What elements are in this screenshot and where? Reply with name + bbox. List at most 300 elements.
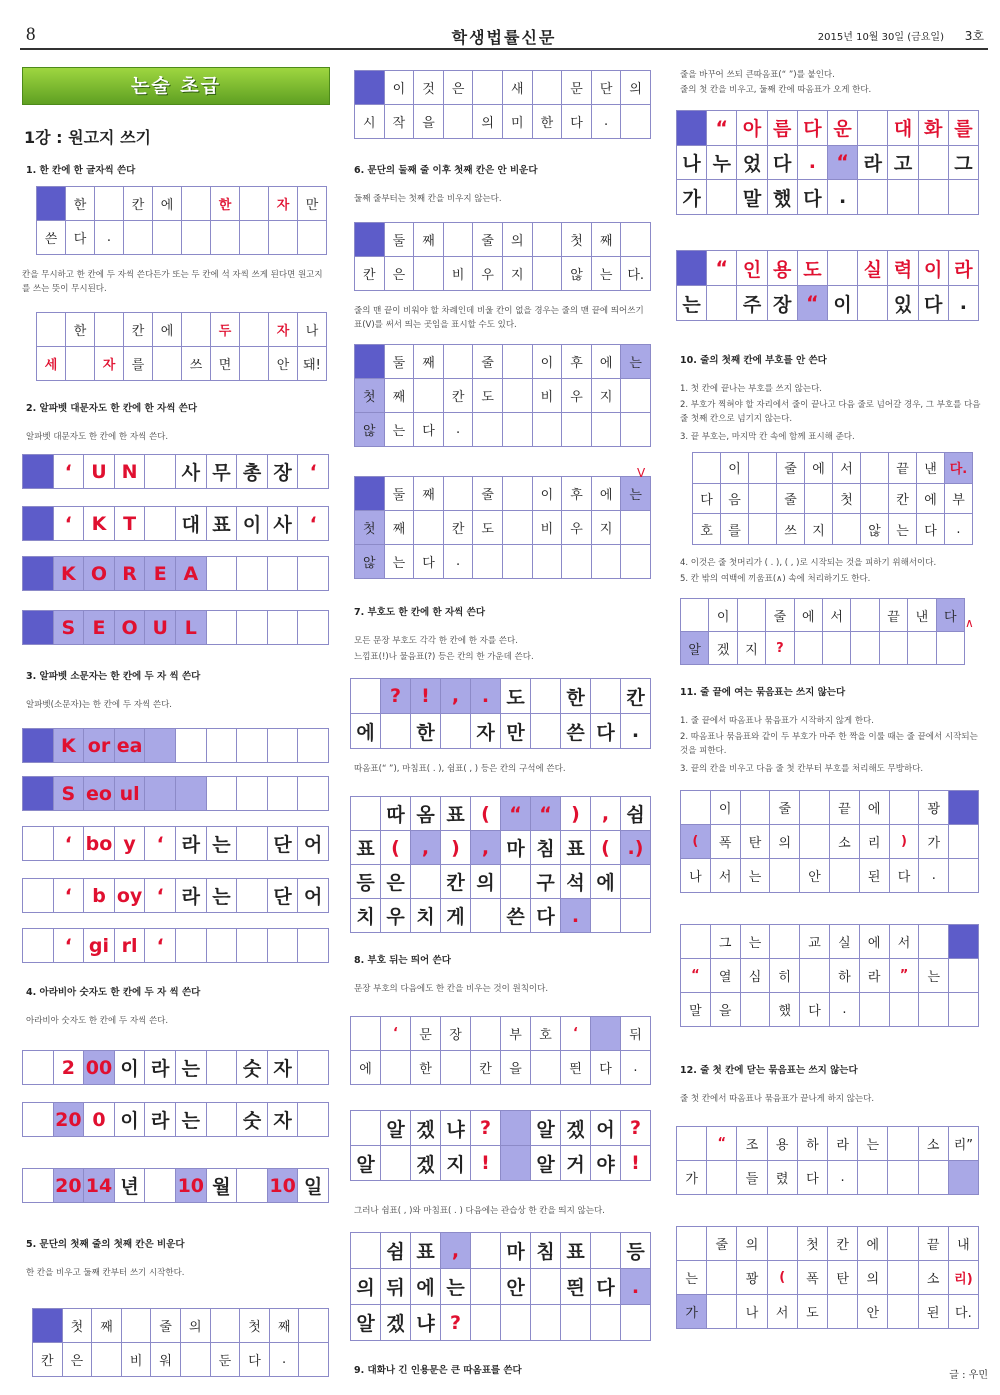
grid-dialogue-cell: 누: [707, 146, 737, 181]
grid-quote-corner-cell: 쉼: [621, 797, 651, 831]
grid-dialogue-cell: .: [828, 180, 858, 215]
grid-line-end-b: [680, 598, 965, 665]
grid-close-quote: [676, 1126, 979, 1195]
grid-new-paragraph-cell: 의: [473, 105, 503, 139]
grid-close-bracket-cell: 서: [768, 1295, 798, 1329]
grid-close-bracket-cell: [677, 1227, 707, 1261]
grid-punct-cell: .: [471, 679, 501, 714]
page-number: 8: [26, 24, 36, 45]
grid-open-bracket-cell: [890, 791, 920, 825]
rule-text: 1. 줄 끝에서 따옴표나 묶음표가 시작하지 않게 한다.: [680, 716, 874, 726]
grid-dialogue-cell: 했: [768, 180, 798, 215]
grid-close-bracket-cell: [707, 1295, 737, 1329]
grid-question-cell: [381, 1146, 411, 1181]
grid-close-bracket-cell: [888, 1261, 918, 1295]
grid-200-a-cell: 라: [145, 1051, 176, 1085]
grid-quote-corner-cell: ,: [411, 831, 441, 865]
grid-first-cell-cell: [92, 1343, 122, 1377]
grid-second-line-a-cell: [621, 379, 651, 413]
grid-second-line-a-cell: 후: [562, 345, 592, 379]
grid-after-mark: [350, 1016, 651, 1085]
grid-dialogue-cell: [919, 146, 949, 181]
grid-korea-cell: [23, 557, 54, 591]
rule-text: 1. 첫 칸에 끝나는 부호를 쓰지 않는다.: [680, 384, 822, 394]
grid-first-cell-cell: 의: [181, 1309, 211, 1343]
grid-korea-cell: [237, 557, 268, 591]
grid-kt-cell: [145, 507, 176, 541]
grid-open-quote-cell: [770, 925, 800, 959]
grid-second-line-cell: [355, 223, 385, 257]
grid-line-end-a-cell: [749, 514, 777, 545]
grid-open-quote-cell: 라: [860, 959, 890, 993]
grid-citation-cell: 이: [828, 286, 858, 321]
grid-comma-period-cell: 표: [561, 1233, 591, 1269]
page-header: [20, 24, 988, 50]
grid-200-a-cell: [298, 1051, 329, 1085]
grid-quote-corner-cell: ,: [471, 831, 501, 865]
grid-line-end-a-cell: .: [945, 514, 973, 545]
grid-line-end-b-cell: 지: [738, 632, 766, 665]
grid-citation-cell: “: [707, 251, 737, 286]
grid-open-bracket-cell: [949, 791, 979, 825]
grid-second-line-a-cell: 다: [414, 413, 444, 447]
grid-second-line-b-cell: 도: [473, 511, 503, 545]
grid-second-line-a-cell: 는: [621, 345, 651, 379]
grid-after-mark-cell: [591, 1017, 621, 1051]
grid-200-b-cell: [23, 1103, 54, 1137]
grid-one-char-cell: [298, 221, 327, 255]
grid-quote-corner-cell: 침: [531, 831, 561, 865]
grid-comma-period-cell: 등: [621, 1233, 651, 1269]
grid-question-cell: ?: [471, 1111, 501, 1146]
grid-new-paragraph-cell: 문: [562, 71, 592, 105]
grid-close-bracket-cell: 내: [949, 1227, 979, 1261]
grid-boy-1-cell: ‘: [145, 827, 176, 861]
grid-one-char-cell: [124, 221, 153, 255]
grid-open-quote-cell: “: [681, 959, 711, 993]
grid-200-a-cell: 자: [268, 1051, 299, 1085]
grid-close-bracket-cell: 나: [737, 1295, 767, 1329]
grid-comma-period-cell: 알: [351, 1305, 381, 1341]
grid-question-cell: 알: [531, 1146, 561, 1181]
grid-punct: [350, 678, 651, 749]
grid-girl-cell: [237, 929, 268, 963]
grid-line-end-a-cell: 음: [721, 484, 749, 515]
rule-text: 줄의 첫 칸을 비우고, 둘째 칸에 따옴표가 오게 한다.: [680, 85, 872, 95]
grid-200-b-cell: 20: [54, 1103, 85, 1137]
grid-quote-corner-cell: 표: [351, 831, 381, 865]
grid-one-char-cell: .: [95, 221, 124, 255]
grid-date-cell: 10: [176, 1169, 207, 1203]
grid-close-quote-cell: [707, 1161, 737, 1195]
grid-new-paragraph-cell: 단: [592, 71, 622, 105]
grid-girl-cell: [207, 929, 238, 963]
grid-open-bracket-cell: 줄: [770, 791, 800, 825]
grid-punct-cell: 에: [351, 714, 381, 749]
grid-open-bracket-cell: 끝: [830, 791, 860, 825]
grid-quote-corner-cell: (: [591, 831, 621, 865]
grid-second-line-a-cell: 비: [533, 379, 563, 413]
grid-quote-corner-cell: [621, 865, 651, 899]
rule-heading-8: 8. 부호 뒤는 띄어 쓴다: [354, 955, 451, 966]
grid-line-end-a-cell: [861, 484, 889, 515]
grid-after-mark-cell: 을: [501, 1051, 531, 1085]
grid-close-bracket-cell: 줄: [707, 1227, 737, 1261]
grid-one-char-cell: 한: [66, 187, 95, 221]
grid-second-line-cell: 않: [562, 257, 592, 291]
grid-second-line-b-cell: 에: [592, 477, 622, 511]
grid-one-char-cell: 다: [66, 221, 95, 255]
grid-open-quote-cell: [681, 925, 711, 959]
grid-punct-cell: ?: [381, 679, 411, 714]
grid-question-cell: [351, 1111, 381, 1146]
grid-quote-corner-cell: ): [441, 831, 471, 865]
grid-open-bracket-cell: 꽝: [919, 791, 949, 825]
grid-one-char-cell: [269, 221, 298, 255]
grid-kt-cell: ‘: [298, 507, 329, 541]
grid-new-paragraph-cell: .: [592, 105, 622, 139]
lesson-title: 1강 : 원고지 쓰기: [24, 128, 151, 147]
grid-200-a-cell: 00: [84, 1051, 115, 1085]
grid-second-line: [354, 222, 651, 291]
grid-open-bracket-cell: 폭: [711, 825, 741, 859]
grid-second-line-b-cell: .: [444, 545, 474, 579]
rule-text: 줄의 맨 끝이 비워야 할 차례인데 비울 칸이 없을 경우는 줄의 맨 끝에 띄어쓰기 표(V)를 써서 띄는 곳임을 표시할 수도 있다.: [354, 306, 644, 330]
rule-text: 느낌표(!)나 물음표(?) 등은 칸의 한 가운데 쓴다.: [354, 652, 534, 662]
grid-new-paragraph-cell: [355, 71, 385, 105]
grid-comma-period-cell: 띈: [561, 1269, 591, 1305]
grid-citation-cell: 는: [677, 286, 707, 321]
grid-after-mark-cell: [381, 1051, 411, 1085]
grid-second-line-a-cell: [503, 345, 533, 379]
grid-after-mark-cell: ‘: [381, 1017, 411, 1051]
grid-line-end-b-cell: [795, 632, 823, 665]
grid-line-end-a-cell: 줄: [777, 453, 805, 484]
grid-200-a-cell: [207, 1051, 238, 1085]
grid-quote-corner-cell: [621, 899, 651, 933]
grid-close-quote-cell: [919, 1161, 949, 1195]
grid-first-cell-cell: [299, 1309, 329, 1343]
space-mark: V: [637, 466, 646, 480]
grid-punct-cell: !: [411, 679, 441, 714]
grid-line-end-b-cell: [908, 632, 936, 665]
grid-open-quote-cell: [919, 993, 949, 1027]
grid-open-quote-cell: [741, 993, 771, 1027]
grid-quote-corner-cell: ): [561, 797, 591, 831]
grid-citation-cell: 도: [798, 251, 828, 286]
grid-second-line-b-cell: 다: [414, 545, 444, 579]
grid-quote-corner-cell: ,: [591, 797, 621, 831]
grid-punct-cell: [441, 714, 471, 749]
grid-second-line-a-cell: 이: [533, 345, 563, 379]
grid-korea-lower-cell: or: [84, 729, 115, 763]
grid-seoul-lower-cell: [207, 777, 238, 811]
grid-close-bracket-cell: 탄: [828, 1261, 858, 1295]
grid-second-line-a-cell: .: [444, 413, 474, 447]
grid-date-cell: 14: [84, 1169, 115, 1203]
grid-citation: [676, 250, 979, 321]
grid-close-bracket-cell: 리): [949, 1261, 979, 1295]
grid-second-line-a-cell: [533, 413, 563, 447]
grid-dialogue-cell: [919, 180, 949, 215]
grid-line-end-b-cell: 끝: [880, 599, 908, 632]
grid-first-cell-cell: 첫: [240, 1309, 270, 1343]
grid-boy-2-cell: ‘: [145, 879, 176, 913]
grid-question-cell: [501, 1146, 531, 1181]
grid-quote-corner-cell: 옴: [411, 797, 441, 831]
grid-line-end-a-cell: 줄: [777, 484, 805, 515]
grid-line-end-b-cell: [681, 599, 709, 632]
grid-quote-corner-cell: 따: [381, 797, 411, 831]
grid-comma-period-cell: [591, 1233, 621, 1269]
grid-two-char-wrong-cell: 칸: [124, 313, 153, 347]
grid-korea-cell: [298, 557, 329, 591]
grid-new-paragraph-cell: 을: [414, 105, 444, 139]
grid-close-quote-cell: 소: [919, 1127, 949, 1161]
grid-200-b-cell: 는: [176, 1103, 207, 1137]
grid-200-a-cell: [23, 1051, 54, 1085]
grid-two-char-wrong-cell: [240, 347, 269, 381]
grid-punct-cell: [591, 679, 621, 714]
grid-line-end-b-cell: 에: [795, 599, 823, 632]
grid-line-end-b-cell: 알: [681, 632, 709, 665]
grid-one-char-cell: [211, 221, 240, 255]
grid-kt-cell: [23, 507, 54, 541]
grid-line-end-b-cell: 이: [709, 599, 737, 632]
grid-boy-1-cell: ‘: [54, 827, 85, 861]
grid-seoul-lower-cell: eo: [84, 777, 115, 811]
grid-question-cell: 야: [591, 1146, 621, 1181]
grid-boy-1-cell: y: [115, 827, 146, 861]
grid-punct-cell: [351, 679, 381, 714]
grid-two-char-wrong-cell: 돼!: [298, 347, 327, 381]
grid-open-quote-cell: ”: [890, 959, 920, 993]
grid-dialogue-cell: .: [798, 146, 828, 181]
grid-korea-lower-cell: [207, 729, 238, 763]
rule-text: 4. 이것은 줄 첫머리가 ( . ), ( , )로 시작되는 것을 피하기 위해서이다.: [680, 558, 937, 568]
grid-quote-corner-cell: .: [561, 899, 591, 933]
grid-close-bracket-cell: 끝: [919, 1227, 949, 1261]
grid-dialogue-cell: 를: [949, 111, 979, 146]
grid-second-line-cell: 줄: [473, 223, 503, 257]
grid-line-end-b-cell: [738, 599, 766, 632]
grid-korea-cell: E: [145, 557, 176, 591]
grid-dialogue-cell: 다: [798, 180, 828, 215]
grid-comma-period-cell: [531, 1269, 561, 1305]
grid-dialogue-cell: “: [707, 111, 737, 146]
rule-text: 알파벳(소문자)는 한 칸에 두 자씩 쓴다.: [26, 700, 173, 710]
rule-text: 한 칸을 비우고 둘째 칸부터 쓰기 시작한다.: [26, 1268, 185, 1278]
grid-seoul-lower-cell: [237, 777, 268, 811]
grid-kt-cell: ‘: [54, 507, 85, 541]
grid-200-a-cell: 2: [54, 1051, 85, 1085]
grid-quote-corner-cell: 칸: [441, 865, 471, 899]
grid-line-end-b-cell: [823, 632, 851, 665]
grid-second-line-b-cell: 이: [533, 477, 563, 511]
grid-first-cell-cell: 둔: [211, 1343, 241, 1377]
grid-open-bracket-cell: (: [681, 825, 711, 859]
grid-after-mark-cell: [351, 1017, 381, 1051]
grid-two-char-wrong-cell: 를: [124, 347, 153, 381]
grid-close-quote-cell: 다: [798, 1161, 828, 1195]
grid-comma-period-cell: [471, 1269, 501, 1305]
grid-un-cell: ‘: [54, 455, 85, 489]
grid-citation-cell: 인: [737, 251, 767, 286]
grid-second-line-cell: 째: [592, 223, 622, 257]
grid-open-quote-cell: 다: [800, 993, 830, 1027]
grid-two-char-wrong-cell: 쓰: [182, 347, 211, 381]
grid-boy-2-cell: 는: [207, 879, 238, 913]
grid-after-mark-cell: [471, 1017, 501, 1051]
grid-200-b-cell: [298, 1103, 329, 1137]
rule-text: 아라비아 숫자도 한 칸에 두 자씩 쓴다.: [26, 1016, 169, 1026]
grid-second-line-a-cell: [414, 379, 444, 413]
rule-text: 2. 부호가 찍혀야 할 자리에서 줄이 끝나고 다음 줄로 넘어갈 경우, 그 부호를 다음 줄 첫째 칸으로 넘기지 않는다.: [680, 400, 981, 424]
grid-comma-period-cell: [561, 1305, 591, 1341]
grid-after-mark-cell: 호: [531, 1017, 561, 1051]
rule-heading-5: 5. 문단의 첫째 줄의 첫째 칸은 비운다: [26, 1239, 185, 1250]
grid-open-bracket-cell: [741, 791, 771, 825]
grid-open-bracket-cell: 이: [711, 791, 741, 825]
grid-open-bracket-cell: 에: [860, 791, 890, 825]
grid-open-bracket-cell: 나: [681, 859, 711, 893]
grid-punct-cell: ,: [441, 679, 471, 714]
grid-boy-2-cell: oy: [115, 879, 146, 913]
grid-close-quote-cell: [858, 1161, 888, 1195]
grid-citation-cell: 다: [919, 286, 949, 321]
grid-open-quote-cell: [949, 993, 979, 1027]
grid-korea-lower-cell: [237, 729, 268, 763]
grid-line-end-a-cell: 낸: [917, 453, 945, 484]
grid-seoul-cell: [268, 611, 299, 645]
grid-line-end-b-cell: [851, 599, 879, 632]
grid-un-cell: 무: [207, 455, 238, 489]
grid-dialogue-cell: 었: [737, 146, 767, 181]
grid-seoul-lower: [22, 776, 329, 811]
grid-close-bracket-cell: 의: [737, 1227, 767, 1261]
grid-citation-cell: 주: [737, 286, 767, 321]
grid-line-end-a-cell: 호: [693, 514, 721, 545]
grid-close-bracket-cell: [828, 1295, 858, 1329]
grid-second-line-b-cell: [444, 477, 474, 511]
grid-one-char: [36, 186, 327, 255]
grid-200-b-cell: 0: [84, 1103, 115, 1137]
grid-second-line-a-cell: [473, 413, 503, 447]
grid-second-line-b-cell: 둘: [385, 477, 415, 511]
grid-quote-corner-cell: 쓴: [501, 899, 531, 933]
grid-un-cell: [23, 455, 54, 489]
grid-dialogue-cell: 고: [888, 146, 918, 181]
grid-date-cell: [23, 1169, 54, 1203]
grid-close-quote-cell: [949, 1161, 979, 1195]
grid-open-bracket-cell: [681, 791, 711, 825]
grid-citation-cell: [677, 251, 707, 286]
grid-second-line-b-cell: 지: [592, 511, 622, 545]
grid-un-cell: 총: [237, 455, 268, 489]
grid-second-line-cell: [414, 257, 444, 291]
grid-dialogue-cell: 말: [737, 180, 767, 215]
grid-close-quote-cell: 들: [737, 1161, 767, 1195]
grid-citation-cell: 이: [919, 251, 949, 286]
grid-new-paragraph-cell: 다: [562, 105, 592, 139]
grid-first-cell-cell: [299, 1343, 329, 1377]
grid-after-mark-cell: 다: [591, 1051, 621, 1085]
grid-quote-corner-cell: 치: [351, 899, 381, 933]
grid-dialogue-cell: 아: [737, 111, 767, 146]
grid-seoul-lower-cell: [176, 777, 207, 811]
grid-new-paragraph-cell: [621, 105, 651, 139]
grid-200-b-cell: 숫: [237, 1103, 268, 1137]
grid-after-mark-cell: 한: [411, 1051, 441, 1085]
grid-quote-corner-cell: [411, 865, 441, 899]
grid-close-quote-cell: 용: [768, 1127, 798, 1161]
grid-line-end-a-cell: 다: [693, 484, 721, 515]
grid-second-line-a: [354, 344, 651, 447]
grid-close-quote-cell: [888, 1127, 918, 1161]
grid-second-line-cell: 우: [473, 257, 503, 291]
grid-dialogue-cell: [949, 180, 979, 215]
grid-open-quote-cell: [919, 925, 949, 959]
grid-line-end-a-cell: [749, 453, 777, 484]
grid-second-line-b-cell: [533, 545, 563, 579]
grid-first-cell-cell: 워: [151, 1343, 181, 1377]
grid-second-line-cell: [533, 223, 563, 257]
grid-seoul-cell: E: [84, 611, 115, 645]
grid-seoul-cell: [298, 611, 329, 645]
grid-second-line-b-cell: [562, 545, 592, 579]
grid-punct-cell: 자: [471, 714, 501, 749]
grid-after-mark-cell: 부: [501, 1017, 531, 1051]
grid-open-quote-cell: [800, 959, 830, 993]
grid-date-cell: 일: [298, 1169, 329, 1203]
grid-close-quote-cell: 리”: [949, 1127, 979, 1161]
grid-after-mark-cell: 문: [411, 1017, 441, 1051]
grid-citation-cell: .: [949, 286, 979, 321]
grid-new-paragraph-cell: [533, 71, 563, 105]
grid-close-quote-cell: 렸: [768, 1161, 798, 1195]
grid-200-b-cell: 라: [145, 1103, 176, 1137]
grid-new-paragraph-cell: 이: [385, 71, 415, 105]
grid-open-quote-cell: .: [830, 993, 860, 1027]
grid-quote-corner-cell: [471, 899, 501, 933]
grid-after-mark-cell: 에: [351, 1051, 381, 1085]
grid-second-line-b-cell: [621, 545, 651, 579]
grid-open-bracket-cell: [949, 859, 979, 893]
grid-boy-1-cell: bo: [84, 827, 115, 861]
grid-open-quote-cell: 그: [711, 925, 741, 959]
grid-open-bracket-cell: 소: [830, 825, 860, 859]
grid-second-line-cell: 둘: [385, 223, 415, 257]
grid-one-char-cell: 칸: [124, 187, 153, 221]
grid-korea-cell: O: [84, 557, 115, 591]
grid-one-char-cell: [153, 221, 182, 255]
grid-second-line-cell: 지: [503, 257, 533, 291]
grid-girl-cell: [176, 929, 207, 963]
grid-second-line-a-cell: 지: [592, 379, 622, 413]
grid-quote-corner-cell: 치: [411, 899, 441, 933]
grid-new-paragraph-cell: 의: [621, 71, 651, 105]
grid-close-bracket-cell: 도: [798, 1295, 828, 1329]
rule-text: 줄을 바꾸어 쓰되 큰따옴표(“ ”)를 붙인다.: [680, 70, 835, 80]
grid-line-end-b-cell: [880, 632, 908, 665]
grid-quote-corner-cell: [501, 865, 531, 899]
grid-second-line-b-cell: 비: [533, 511, 563, 545]
grid-second-line-cell: 은: [385, 257, 415, 291]
grid-comma-period-cell: [621, 1305, 651, 1341]
grid-one-char-cell: 한: [211, 187, 240, 221]
grid-second-line-a-cell: 않: [355, 413, 385, 447]
grid-quote-corner-cell: [351, 797, 381, 831]
